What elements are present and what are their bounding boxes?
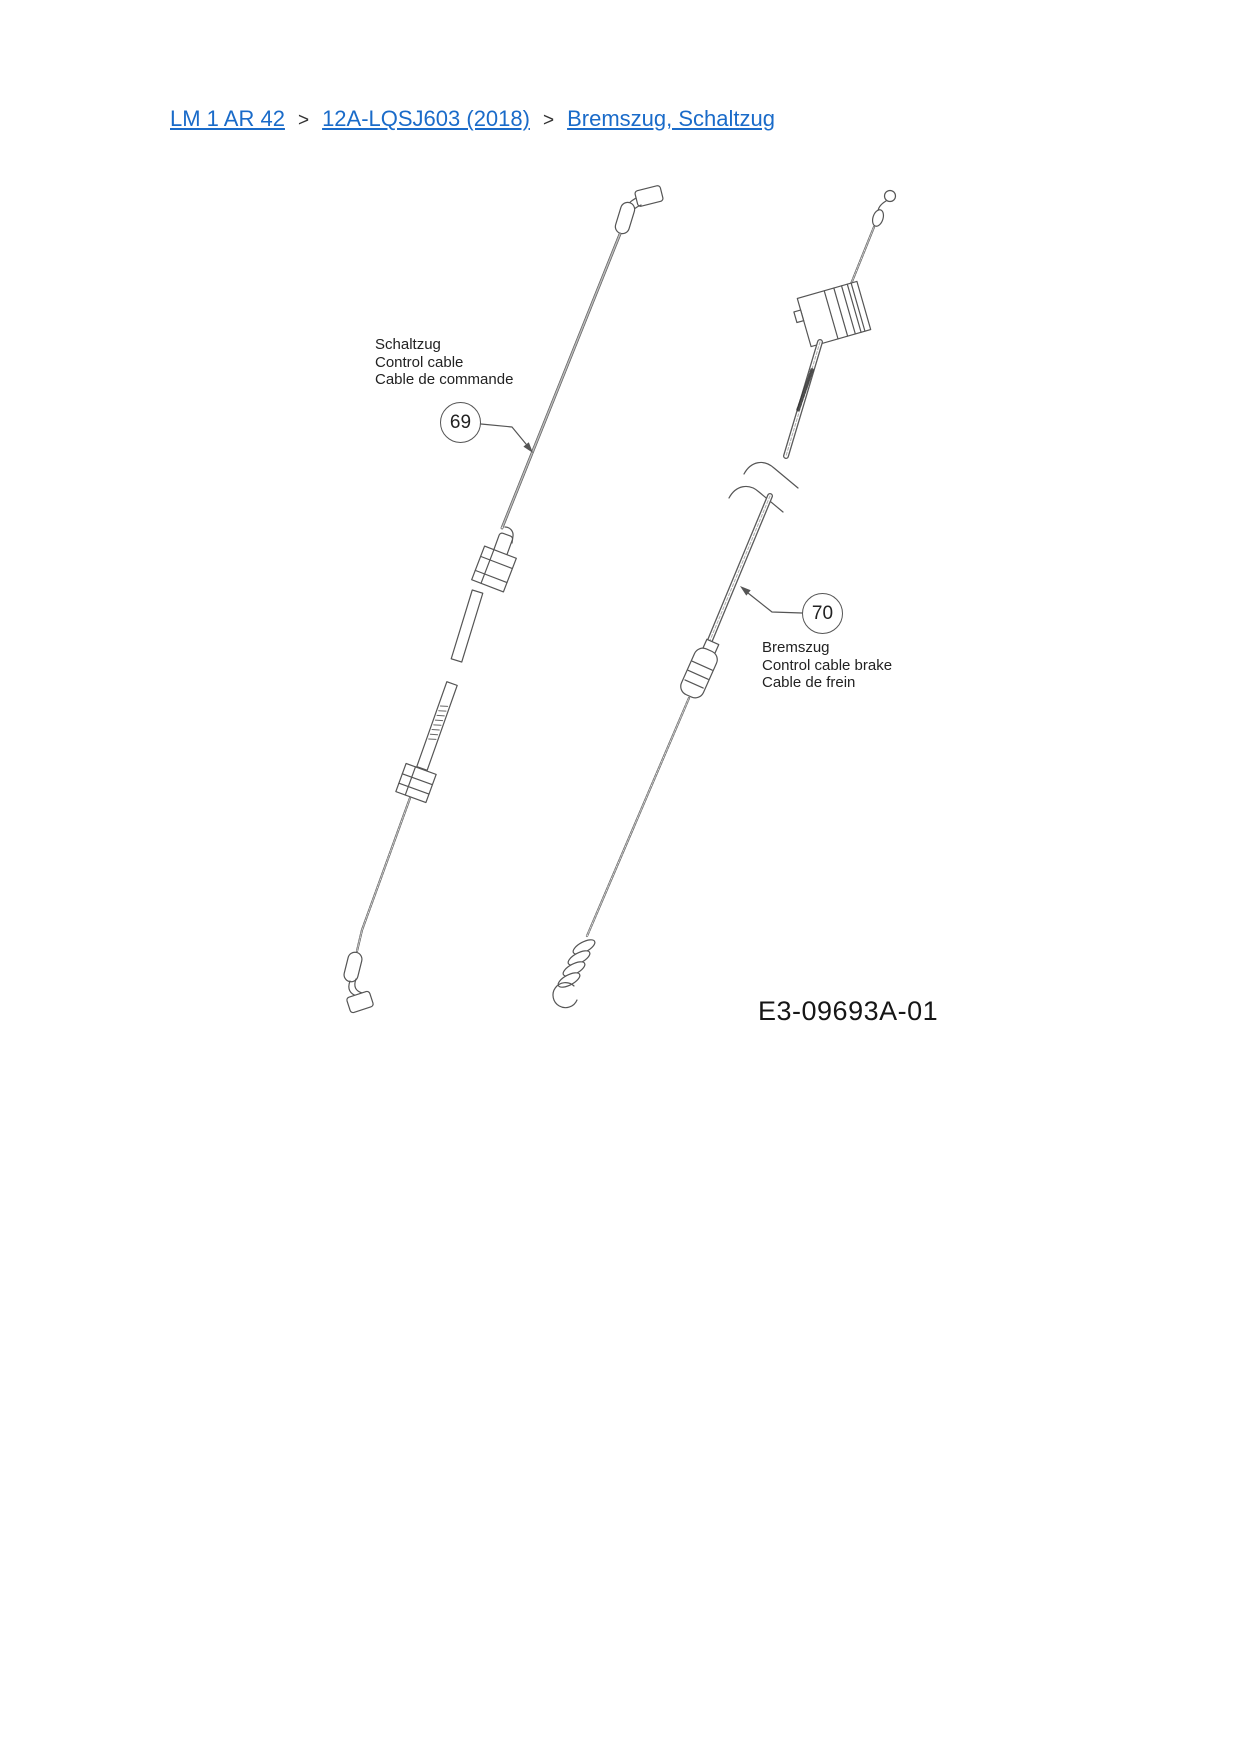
control-cable-top-fitting [614, 185, 664, 235]
part-label-control-cable [375, 336, 513, 389]
brake-cable-top-hook [871, 191, 896, 228]
part-name-de: Schaltzug [375, 336, 441, 353]
callout-70-leader [740, 586, 802, 613]
part-label-brake-cable [762, 639, 892, 692]
part-name-de: Bremszug [762, 639, 830, 656]
callout-69-leader [481, 424, 533, 453]
brake-cable-spring-end [553, 937, 597, 1008]
brake-cable-adjuster [678, 637, 724, 701]
breadcrumb-link-section[interactable]: Bremszug, Schaltzug [567, 106, 775, 131]
control-cable-conduit [451, 590, 483, 662]
part-name-en: Control cable brake [762, 656, 893, 674]
part-name-fr: Cable de commande [375, 371, 514, 388]
control-cable-ferrule [396, 763, 436, 802]
brake-cable-drawing [553, 191, 896, 1008]
callout-70-badge: 70 [802, 593, 843, 634]
control-cable-bottom-fitting [343, 951, 374, 1014]
callout-69-badge: 69 [440, 402, 481, 443]
breadcrumb-separator: > [297, 110, 310, 131]
control-cable-conduit-marked [417, 682, 457, 771]
control-cable-adjuster [472, 527, 517, 592]
drawing-number: E3-09693A-01 [758, 996, 939, 1026]
breadcrumb-link-variant[interactable]: 12A-LQSJ603 (2018) [322, 106, 530, 131]
part-name-fr: Cable de frein [762, 674, 856, 691]
part-name-en: Control cable [375, 353, 464, 371]
brake-cable-bracket [791, 281, 871, 348]
breadcrumb-link-model[interactable]: LM 1 AR 42 [170, 106, 285, 131]
breadcrumb-separator: > [542, 110, 555, 131]
control-cable-drawing [343, 185, 664, 1013]
